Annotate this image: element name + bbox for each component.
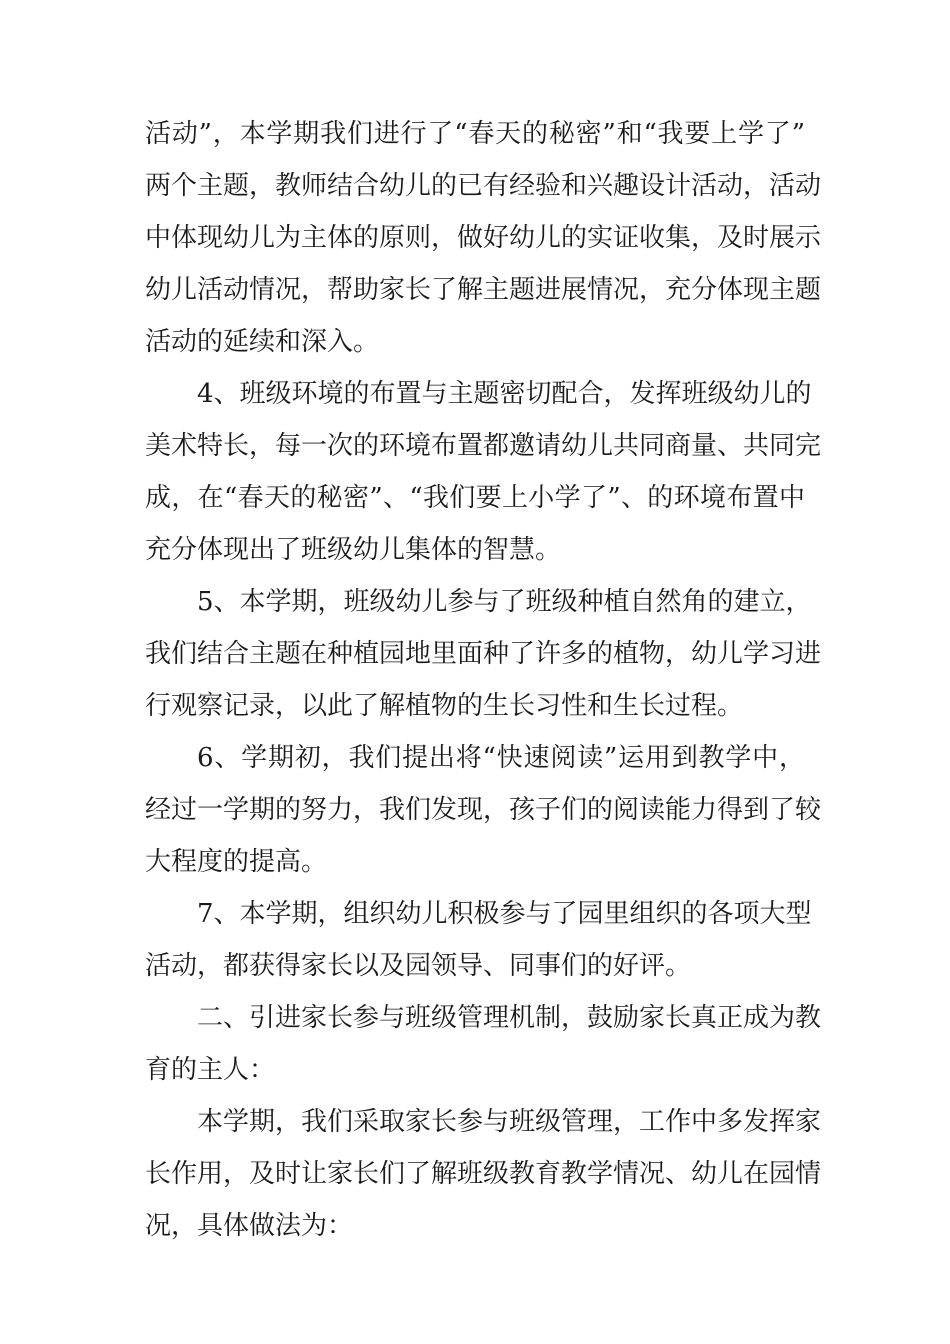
text-line: 我们结合主题在种植园地里面种了许多的植物，幼儿学习进: [145, 639, 822, 669]
text-line: 育的主人：: [145, 1055, 276, 1085]
text-line: 二、引进家长参与班级管理机制，鼓励家长真正成为教: [197, 1003, 822, 1033]
text-line: 本学期，我们采取家长参与班级管理，工作中多发挥家: [197, 1107, 822, 1137]
paragraph-theme-activities: [145, 108, 822, 368]
text-line: 况，具体做法为：: [145, 1211, 354, 1241]
text-line: 成，在“春天的秘密”、“我们要上小学了”、的环境布置中: [145, 483, 805, 513]
text-line: 两个主题，教师结合幼儿的已有经验和兴趣设计活动，活动: [145, 171, 822, 201]
text-line: 7、本学期，组织幼儿积极参与了园里组织的各项大型: [197, 899, 812, 929]
text-line: 5、本学期，班级幼儿参与了班级种植自然角的建立，: [197, 587, 812, 617]
paragraph-parent-management: [145, 1096, 822, 1252]
paragraph-item-5: [145, 576, 822, 732]
text-line: 美术特长，每一次的环境布置都邀请幼儿共同商量、共同完: [145, 431, 822, 461]
document-body: [145, 108, 822, 1252]
paragraph-item-4: [145, 368, 822, 576]
text-line: 6、学期初，我们提出将“快速阅读”运用到教学中，: [197, 743, 805, 773]
text-line: 行观察记录，以此了解植物的生长习性和生长过程。: [145, 691, 744, 721]
text-line: 幼儿活动情况，帮助家长了解主题进展情况，充分体现主题: [145, 275, 822, 305]
text-line: 经过一学期的努力，我们发现，孩子们的阅读能力得到了较: [145, 795, 822, 825]
paragraph-item-7: [145, 888, 812, 992]
text-line: 4、班级环境的布置与主题密切配合，发挥班级幼儿的: [197, 379, 812, 409]
text-line: 长作用，及时让家长们了解班级教育教学情况、幼儿在园情: [145, 1159, 822, 1189]
text-line: 中体现幼儿为主体的原则，做好幼儿的实证收集，及时展示: [145, 223, 822, 253]
text-line: 充分体现出了班级幼儿集体的智慧。: [145, 535, 562, 565]
text-line: 活动”，本学期我们进行了“春天的秘密”和“我要上学了”: [145, 119, 805, 149]
section-heading-parent-involvement: [145, 992, 822, 1096]
paragraph-item-6: [145, 732, 822, 888]
text-line: 活动，都获得家长以及园领导、同事们的好评。: [145, 951, 692, 981]
text-line: 大程度的提高。: [145, 847, 328, 877]
text-line: 活动的延续和深入。: [145, 327, 380, 357]
